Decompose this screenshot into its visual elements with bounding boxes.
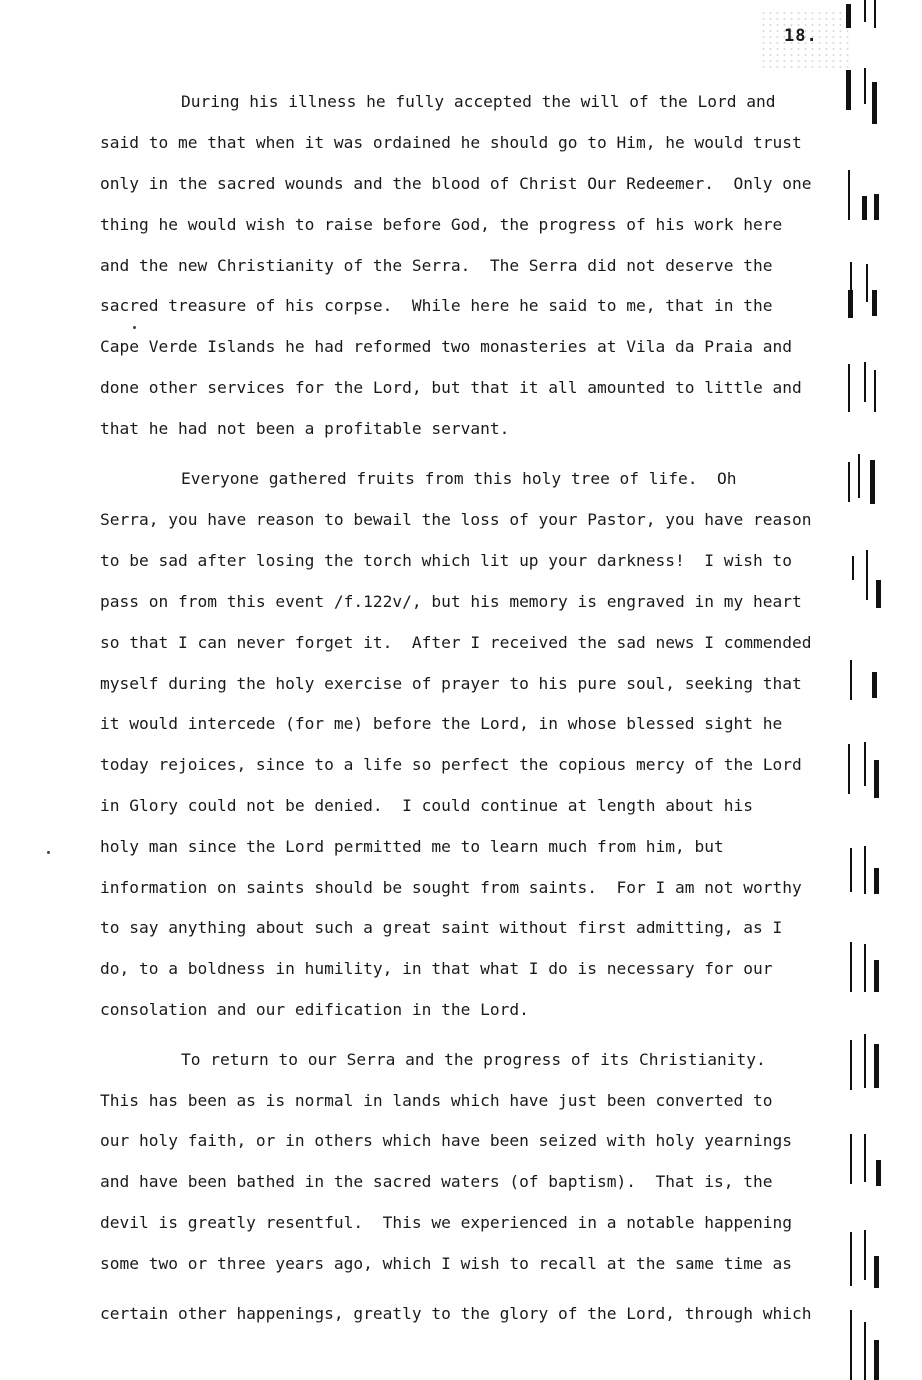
text-line: to be sad after losing the torch which lit up your darkness! I wish to (100, 551, 792, 570)
scan-mark (864, 846, 866, 894)
text-line: myself during the holy exercise of prayer to his pure soul, seeking that (100, 674, 802, 693)
binding-artifacts (842, 0, 922, 1380)
scan-mark (872, 82, 877, 124)
scan-mark (864, 944, 866, 992)
scan-mark (850, 660, 852, 700)
scan-mark (874, 1340, 879, 1380)
scan-mark (848, 170, 850, 220)
scan-mark (876, 1160, 881, 1186)
text-line: Everyone gathered fruits from this holy tree of life. Oh (181, 469, 737, 488)
scan-mark (850, 1310, 852, 1380)
text-line: today rejoices, since to a life so perfect the copious mercy of the Lord (100, 755, 802, 774)
text-line: and have been bathed in the sacred waters (of baptism). That is, the (100, 1172, 773, 1191)
scan-mark (874, 960, 879, 992)
scan-mark (850, 1134, 852, 1184)
scan-mark (876, 580, 881, 608)
text-line: During his illness he fully accepted the will of the Lord and (181, 92, 776, 111)
scan-mark (864, 0, 866, 22)
scan-mark (874, 868, 879, 894)
scan-mark (872, 672, 877, 698)
scan-mark (848, 364, 850, 412)
scan-mark (850, 1040, 852, 1090)
scan-mark (850, 942, 852, 992)
text-line: sacred treasure of his corpse. While here he said to me, that in the (100, 296, 773, 315)
text-line: information on saints should be sought from saints. For I am not worthy (100, 878, 802, 897)
scan-mark (874, 370, 876, 412)
scan-mark (864, 1230, 866, 1280)
text-line: Cape Verde Islands he had reformed two monasteries at Vila da Praia and (100, 337, 792, 356)
text-line: to say anything about such a great saint without first admitting, as I (100, 918, 783, 937)
text-line: devil is greatly resentful. This we experienced in a notable happening (100, 1213, 792, 1232)
text-line: in Glory could not be denied. I could continue at length about his (100, 796, 753, 815)
scan-mark (864, 1034, 866, 1088)
scan-mark (850, 848, 852, 892)
scan-mark (864, 1134, 866, 1182)
scan-mark (874, 1256, 879, 1288)
scan-mark (848, 462, 850, 502)
scan-mark (858, 454, 860, 498)
text-line: This has been as is normal in lands which have just been converted to (100, 1091, 773, 1110)
text-line: holy man since the Lord permitted me to learn much from him, but (100, 837, 724, 856)
scan-mark (848, 744, 850, 794)
scan-mark (866, 550, 868, 600)
scan-mark (862, 196, 867, 220)
text-line: To return to our Serra and the progress of its Christianity. (181, 1050, 766, 1069)
text-line: and the new Christianity of the Serra. The Serra did not deserve the (100, 256, 773, 275)
text-line: some two or three years ago, which I wish to recall at the same time as (100, 1254, 792, 1273)
scan-mark (852, 556, 854, 580)
scan-mark (874, 194, 879, 220)
text-line: do, to a boldness in humility, in that what I do is necessary for our (100, 959, 773, 978)
scan-mark (850, 1232, 852, 1286)
text-line: thing he would wish to raise before God, the progress of his work here (100, 215, 783, 234)
text-line: said to me that when it was ordained he should go to Him, he would trust (100, 133, 802, 152)
text-line: so that I can never forget it. After I received the sad news I commended (100, 633, 812, 652)
scan-mark (874, 1044, 879, 1088)
scan-mark (864, 742, 866, 786)
scan-mark (864, 68, 866, 104)
scan-mark (846, 4, 851, 28)
scan-mark (874, 0, 876, 28)
scan-mark (848, 290, 853, 318)
text-line: only in the sacred wounds and the blood of Christ Our Redeemer. Only one (100, 174, 812, 193)
text-line: pass on from this event /f.122v/, but his memory is engraved in my heart (100, 592, 802, 611)
scan-mark (864, 1322, 866, 1380)
scan-mark (866, 264, 868, 302)
page-number: 18. (784, 26, 818, 46)
scan-mark (846, 70, 851, 110)
scan-mark (864, 362, 866, 402)
text-line: it would intercede (for me) before the Lord, in whose blessed sight he (100, 714, 783, 733)
scan-mark (872, 290, 877, 316)
text-line: Serra, you have reason to bewail the loss of your Pastor, you have reason (100, 510, 812, 529)
text-line: that he had not been a profitable servant. (100, 419, 510, 438)
text-line: certain other happenings, greatly to the glory of the Lord, through which (100, 1304, 812, 1323)
paper-blemish (133, 326, 136, 329)
scan-mark (874, 760, 879, 798)
text-line: consolation and our edification in the Lord. (100, 1000, 529, 1019)
text-line: done other services for the Lord, but that it all amounted to little and (100, 378, 802, 397)
paper-blemish (47, 851, 50, 854)
scan-mark (870, 460, 875, 504)
text-line: our holy faith, or in others which have been seized with holy yearnings (100, 1131, 792, 1150)
